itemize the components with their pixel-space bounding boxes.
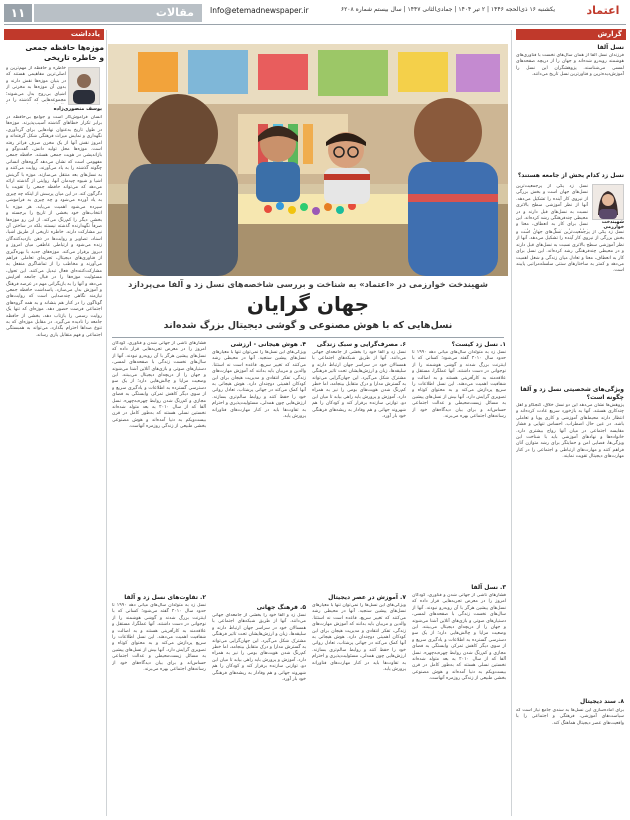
- right-box-text-top: نسل زد یکی از پرجمعیت‌ترین نسل‌های جهان است و بخش بزرگی از نیروی کار آینده را تشکیل می‌دهد. آنها از نظر آموزشی سطح بالاتری نسبت به نسل‌های قبل دارند و در محیطی چندفرهنگی رشد کرده‌اند. این نسل برای کار به انعطاف، معنا و: [516, 184, 588, 228]
- left-column-title-line1: موزه‌ها حافظه جمعی: [25, 43, 104, 52]
- left-column-tag: یادداشت: [4, 29, 104, 40]
- column-divider: [106, 30, 107, 816]
- main-col3-subhead2: ۷. آموزش در عصر دیجیتال: [328, 594, 406, 601]
- main-col4-subhead2: ۳. نسل آلفا: [471, 584, 506, 591]
- left-author-photo: [68, 67, 100, 105]
- main-col4-text: نسل زد به متولدان سال‌های میانی دهه ۱۹۹۰ تا حدود سال ۲۰۱۰ گفته می‌شود؛ کسانی که با اینترنت بزرگ شدند و گوشی هوشمند را از نوجوانی در دست داشتند. آنها عملگرا، مستقل و علاقه‌مند به کارآفرینی هستند و به اصالت و شفافیت اهمیت می‌دهند. این نسل اطلاعات را سریع پردازش می‌کند و به محتوای کوتاه و تصویری گرایش دارد. آنها بیش از نسل‌های پیشین به مسائل زیست‌محیطی و عدالت اجتماعی حساس‌اند و برای بیان دیدگاه‌های خود از رسانه‌های اجتماعی بهره می‌برند.: [412, 350, 506, 420]
- left-lead-text: خاطره و حافظه از مهم‌ترین و اصلی‌ترین مفاهیمی هستند که در بنیان موزه‌ها نقش دارند و بدون آن موزه‌ها به مخزنی از اشیای بی‌روح بدل می‌شوند؛ مجموعه‌هایی که گذشته را در: [6, 66, 66, 104]
- children-classroom-image: [108, 44, 508, 276]
- right-author-name: شهیندخت خوارزمی: [601, 220, 624, 230]
- article-photo: [108, 44, 508, 276]
- right-subhead-2: ویژگی‌های شخصیتی نسل زد و آلفا چگونه است؟: [520, 386, 624, 401]
- right-text-2: پژوهش‌ها نشان می‌دهد این دو نسل خلاق، کنجکاو و اهل چندکاری هستند. آنها به بازخورد سریع عادت کرده‌اند و انتظار دارند محیط‌های آموزشی و کاری پویا و تعاملی باشد. در عین حال اضطراب، احساس تنهایی و فشار مقایسه اجتماعی در میان آنها رواج بیشتری دارد. خانواده‌ها و نهادهای آموزشی باید با شناخت این ویژگی‌ها، فضایی امن و حمایتگر برای رشد متوازن آنان فراهم کنند و مهارت‌های ارتباطی و اجتماعی را در کنار مهارت‌های دیجیتال تقویت نمایند.: [516, 403, 624, 460]
- right-column-tag: گزارش: [516, 29, 626, 40]
- main-col4-subhead: ۱. نسل زد کیست؟: [451, 341, 506, 348]
- right-box-subhead: نسل زد کدام بخش از جامعه هستند؟: [517, 172, 624, 179]
- main-col2-subhead2: ۵. فرهنگ جهانی: [256, 604, 306, 611]
- main-col3-subhead: ۶. مصرف‌گرایی و سبک زندگی: [316, 341, 406, 348]
- column-divider: [511, 30, 512, 816]
- person-icon: [593, 185, 623, 219]
- right-subhead-3: ۸. سند دیجیتال: [580, 698, 624, 705]
- page-number: ۱۱: [4, 4, 32, 22]
- main-col2-text: ویژگی‌های این نسل‌ها را نمی‌توان تنها با معیارهای نسل‌های پیشین سنجید. آنها در محیطی رشد می‌کنند که تغییر سریع، قاعده است نه استثنا. والدین و مربیان باید بدانند که آموزش مهارت‌های زندگی، تفکر انتقادی و مدیریت هیجان برای این کودکان اهمیتی دوچندان دارد. هوش هیجانی به آنها کمک می‌کند در جهانی پرشتاب، تعادل روانی خود را حفظ کنند و روابط سالم‌تری بسازند. ارزش‌هایی چون همدلی، مسئولیت‌پذیری و احترام به تفاوت‌ها باید در کنار مهارت‌های فناورانه پرورش یابد.: [212, 350, 306, 420]
- left-author-name: یوسف منصوری‌زاده: [53, 106, 102, 112]
- right-box-text: نسل زد یکی از پرجمعیت‌ترین نسل‌های جهان است و بخش بزرگی از نیروی کار آینده را تشکیل می‌دهد. آنها از نظر آموزشی سطح بالاتری نسبت به نسل‌های قبل دارند و در محیطی چندفرهنگی رشد کرده‌اند. این نسل برای کار به انعطاف، معنا و تعادل میان زندگی و شغل اهمیت می‌دهد و کمتر به ساختارهای سنتی سلسله‌مراتبی پایبند است.: [516, 230, 624, 274]
- main-col1-text-continued: نسل زد به متولدان سال‌های میانی دهه ۱۹۹۰ تا حدود سال ۲۰۱۰ گفته می‌شود؛ کسانی که با اینترنت بزرگ شدند و گوشی هوشمند را از نوجوانی در دست داشتند. آنها عملگرا، مستقل و علاقه‌مند به کارآفرینی هستند و به اصالت و شفافیت اهمیت می‌دهند. این نسل اطلاعات را سریع پردازش می‌کند و به محتوای کوتاه و تصویری گرایش دارد. آنها بیش از نسل‌های پیشین به مسائل زیست‌محیطی و عدالت اجتماعی حساس‌اند و برای بیان دیدگاه‌های خود از رسانه‌های اجتماعی بهره می‌برند.: [112, 603, 206, 673]
- main-col3-text-continued: ویژگی‌های این نسل‌ها را نمی‌توان تنها با معیارهای نسل‌های پیشین سنجید. آنها در محیطی رشد می‌کنند که تغییر سریع، قاعده است نه استثنا. والدین و مربیان باید بدانند که آموزش مهارت‌های زندگی، تفکر انتقادی و مدیریت هیجان برای این کودکان اهمیتی دوچندان دارد. هوش هیجانی به آنها کمک می‌کند در جهانی پرشتاب، تعادل روانی خود را حفظ کنند و روابط سالم‌تری بسازند. ارزش‌هایی چون همدلی، مسئولیت‌پذیری و احترام به تفاوت‌ها باید در کنار مهارت‌های فناورانه پرورش یابد.: [312, 603, 406, 673]
- right-intro-subhead: نسل آلفا: [597, 44, 624, 51]
- right-intro-text: فرزندان نسل آلفا از همان سال‌های نخست با فناوری‌های هوشمند روبه‌رو شده‌اند و جهان را از دریچه صفحه‌های لمسی می‌شناسند. پژوهشگران این نسل را آموزش‌دیده‌ترین و فناورترین نسل تاریخ می‌دانند.: [516, 53, 624, 78]
- right-author-photo: [592, 184, 624, 220]
- article-subtitle: نسل‌هایی که با هوش مصنوعی و گوشی دیجیتال بزرگ شده‌اند: [163, 320, 453, 331]
- main-col1-text: فشارهای ناشی از جهانی شدن و فناوری، کودکان امروز را در معرض تجربه‌هایی قرار داده که نسل‌های پیشین هرگز با آن روبه‌رو نبودند. آنها از سال‌های نخست زندگی با صفحه‌های لمسی، دستیارهای صوتی و بازی‌های آنلاین آشنا می‌شوند و جهان را از دریچه‌ای دیجیتال می‌بینند. این وضعیت مزایا و چالش‌هایی دارد؛ از یک سو دسترسی گسترده به اطلاعات و یادگیری سریع و از سوی دیگر کاهش تمرکز، وابستگی به فضای مجازی و کم‌رنگ شدن روابط چهره‌به‌چهره. نسل آلفا که از سال ۲۰۱۰ به بعد متولد شده‌اند نخستین نسلی هستند که به‌طور کامل در قرن بیست‌ویکم به دنیا آمده‌اند و هوش مصنوعی بخشی طبیعی از زندگی روزمره آنهاست.: [112, 341, 206, 430]
- main-col4-text-continued: فشارهای ناشی از جهانی شدن و فناوری، کودکان امروز را در معرض تجربه‌هایی قرار داده که نسل‌های پیشین هرگز با آن روبه‌رو نبودند. آنها از سال‌های نخست زندگی با صفحه‌های لمسی، دستیارهای صوتی و بازی‌های آنلاین آشنا می‌شوند و جهان را از دریچه‌ای دیجیتال می‌بینند. این وضعیت مزایا و چالش‌هایی دارد؛ از یک سو دسترسی گسترده به اطلاعات و یادگیری سریع و از سوی دیگر کاهش تمرکز، وابستگی به فضای مجازی و کم‌رنگ شدن روابط چهره‌به‌چهره. نسل آلفا که از سال ۲۰۱۰ به بعد متولد شده‌اند نخستین نسلی هستند که به‌طور کامل در قرن بیست‌ویکم به دنیا آمده‌اند و هوش مصنوعی بخشی طبیعی از زندگی روزمره آنهاست.: [412, 593, 506, 682]
- article-kicker: شهیندخت خوارزمی در «اعتماد» به شناخت و بررسی شاخصه‌های نسل زد و آلفا می‌پردازد: [128, 279, 488, 289]
- main-col2-subhead: ۴. هوش هیجانی - ارزشی: [230, 341, 306, 348]
- main-col1-subhead: ۲. تفاوت‌های نسل زد و آلفا: [124, 594, 206, 601]
- contact-email[interactable]: Info@etemadnewspaper.ir: [210, 6, 309, 15]
- person-icon: [69, 68, 99, 104]
- left-body-text: انسان فراموش‌کار است و جوامع بی‌حافظه در برابر تکرار خطاهای گذشته آسیب‌پذیرند. موزه‌ها در طول تاریخ به‌عنوان نهادهایی برای گردآوری، نگهداری و نمایش میراث فرهنگی شکل گرفته‌اند و امروز نقش آنها از یک مخزن صرف فراتر رفته است. موزه‌ها محل تولید دانش، گفت‌وگو و بازاندیشی در هویت جمعی هستند. حافظه جمعی مفهومی است که نشان می‌دهد گروه‌های انسانی چگونه گذشته را به یاد می‌آورند، روایت می‌کنند و به نسل‌های بعد منتقل می‌سازند. موزه با گزینش اشیا و شیوه چیدمان آنها، روایتی از گذشته ارائه می‌دهد که می‌تواند حافظه جمعی را تقویت یا دگرگون کند. در این میان پرسش از اینکه چه چیزی به یاد آورده می‌شود و چه چیزی به فراموشی سپرده می‌شود اهمیت می‌یابد. هر موزه با انتخاب‌های خود بخشی از تاریخ را برجسته و بخشی دیگر را کم‌رنگ می‌کند. از این رو موزه‌ها صرفاً نگهدارنده گذشته نیستند بلکه در ساختن آن نیز مشارکت دارند. خاطره تاریخی از طریق اشیا، اسناد، تصاویر و روایت‌ها در ذهن بازدیدکنندگان زنده می‌شود و ارتباطی عاطفی میان امروز و دیروز برقرار می‌کند. موزه‌های جدید با بهره‌گیری از فناوری‌های دیجیتال، تجربه‌ای تعاملی فراهم می‌آورند و مخاطب را از تماشاگری منفعل به مشارکت‌کننده‌ای فعال تبدیل می‌کنند. این تحول، مسئولیت موزه‌ها را در قبال جامعه افزایش می‌دهد و آنها را به بازیگرانی مهم در عرصه فرهنگ و آموزش بدل می‌سازد. پاسداشت حافظه جمعی نیازمند نگاهی چندصدایی است که روایت‌های گوناگون را در کنار هم بنشاند و به همه گروه‌های اجتماعی فرصت حضور دهد. موزه‌ای که تنها یک روایت رسمی را بازتاب دهد، بخشی از حافظه جامعه را نادیده می‌گیرد. در مقابل موزه‌ای که به تنوع صداها احترام بگذارد، می‌تواند به همبستگی اجتماعی و فهم متقابل یاری رساند.: [6, 115, 102, 338]
- section-label: مقالات: [34, 4, 202, 22]
- newspaper-logo: اعتماد: [586, 4, 620, 17]
- masthead-rule: [4, 24, 626, 25]
- left-column-title-line2: و خاطره تاریخی: [43, 53, 104, 62]
- dateline: یکشنبه ۱۶ ذی‌الحجه ۱۴۴۶ | ۲ تیر ۱۴۰۴ | جمادی‌الثانی ۱۴۴۷ | سال بیستم شماره ۶۲۰۸: [340, 6, 555, 13]
- main-col2-text-continued: نسل زد و آلفا خود را بخشی از جامعه‌ای جهانی می‌دانند. آنها از طریق شبکه‌های اجتماعی با همسالان خود در سراسر جهان ارتباط دارند و سلیقه‌ها، زبان و ارزش‌هایشان تحت تاثیر فرهنگی مشترک شکل می‌گیرد. این جهان‌گرایی می‌تواند به گسترش مدارا و درک متقابل بینجامد، اما خطر کم‌رنگ شدن هویت‌های بومی را نیز به همراه دارد. آموزش و پرورش باید راهی بیابد تا میان این دو، توازنی سازنده برقرار کند و کودکان را هم شهروند جهانی و هم وفادار به ریشه‌های فرهنگی خود بار آورد.: [212, 613, 306, 683]
- article-headline: جهان گرایان: [246, 292, 370, 316]
- headline-rule: [112, 337, 504, 338]
- right-text-3: برای آماده‌سازی این نسل‌ها به سندی جامع نیاز است که سیاست‌های آموزشی، فرهنگی و اجتماعی را با واقعیت‌های عصر دیجیتال هماهنگ کند.: [516, 708, 624, 726]
- main-col3-text: نسل زد و آلفا خود را بخشی از جامعه‌ای جهانی می‌دانند. آنها از طریق شبکه‌های اجتماعی با همسالان خود در سراسر جهان ارتباط دارند و سلیقه‌ها، زبان و ارزش‌هایشان تحت تاثیر فرهنگی مشترک شکل می‌گیرد. این جهان‌گرایی می‌تواند به گسترش مدارا و درک متقابل بینجامد، اما خطر کم‌رنگ شدن هویت‌های بومی را نیز به همراه دارد. آموزش و پرورش باید راهی بیابد تا میان این دو، توازنی سازنده برقرار کند و کودکان را هم شهروند جهانی و هم وفادار به ریشه‌های فرهنگی خود بار آورد.: [312, 350, 406, 420]
